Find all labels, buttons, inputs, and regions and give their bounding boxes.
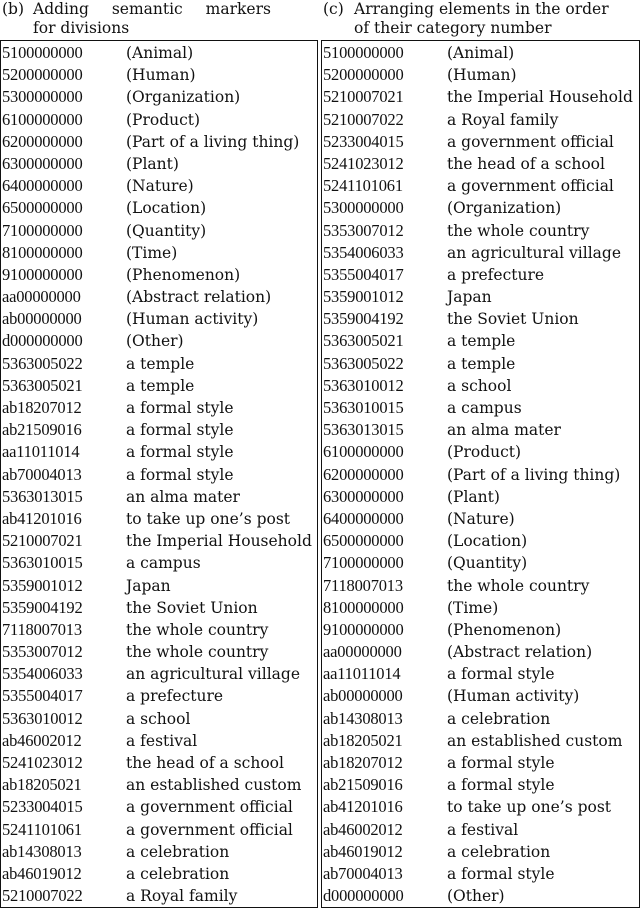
category-code: ab18207012 (323, 753, 403, 772)
table-row (322, 419, 639, 441)
category-code: aa00000000 (323, 642, 402, 662)
table-row (1, 42, 317, 64)
table-row (1, 575, 317, 597)
word-label: the head of a school (447, 154, 605, 173)
table-row (322, 42, 639, 64)
word-label: a formal style (447, 754, 555, 772)
table-row (322, 353, 639, 375)
word-label: (Nature) (447, 509, 515, 528)
word-label: a temple (447, 332, 516, 351)
category-code: 5363010015 (2, 553, 83, 573)
word-label: the Imperial Household (447, 88, 633, 107)
table-row (322, 175, 639, 197)
word-label: an alma mater (447, 421, 561, 440)
word-label: (Organization) (447, 199, 562, 218)
panel-b-semantic-markers (0, 0, 318, 906)
category-code: 6200000000 (323, 464, 404, 484)
caption-line-2: of their category number (354, 19, 552, 37)
caption-line-1: Arranging elements in the order (354, 0, 609, 18)
category-code: 5363005022 (2, 353, 83, 373)
category-code: ab21509016 (323, 775, 403, 795)
table-row (1, 197, 317, 219)
table-row (322, 153, 639, 175)
word-label: (Phenomenon) (126, 265, 241, 284)
table-row (1, 841, 317, 863)
word-label: to take up one’s post (447, 798, 612, 817)
table-row (322, 375, 639, 397)
table-row (1, 220, 317, 242)
word-label: (Nature) (126, 177, 194, 196)
word-label: a celebration (126, 864, 230, 883)
word-label: (Plant) (126, 154, 179, 173)
category-code: 6100000000 (2, 109, 83, 129)
category-code: 5363013015 (323, 420, 404, 440)
table-row (322, 330, 639, 352)
table-row (1, 175, 317, 197)
word-label: (Product) (126, 110, 201, 129)
word-label: the whole country (447, 221, 590, 240)
category-code: ab46002012 (2, 730, 82, 750)
category-code: 5100000000 (323, 43, 404, 62)
category-code: 7100000000 (2, 220, 83, 240)
word-label: a prefecture (447, 265, 545, 284)
table-row (1, 530, 317, 552)
word-label: a celebration (447, 709, 551, 728)
caption-line-1: Adding semantic markers (33, 0, 271, 18)
word-label: a temple (126, 376, 195, 395)
category-code: 5210007021 (2, 531, 83, 551)
table-row (322, 308, 639, 330)
word-label: (Part of a living thing) (447, 465, 621, 484)
table-row (322, 530, 639, 552)
word-label: a festival (126, 731, 198, 750)
category-code: 6300000000 (323, 486, 404, 506)
word-label: the whole country (447, 576, 590, 595)
category-code: 5241101061 (2, 819, 82, 839)
word-label: a formal style (447, 864, 555, 883)
table-row (1, 419, 317, 441)
table-row (1, 64, 317, 86)
word-label: (Animal) (126, 44, 194, 62)
table-row (322, 863, 639, 885)
category-code: 8100000000 (323, 597, 404, 617)
table-row (322, 663, 639, 685)
category-code: 5355004017 (2, 686, 83, 706)
panel-label: (c) (323, 0, 344, 18)
table-row (1, 264, 317, 286)
word-label: the Soviet Union (447, 310, 579, 329)
table-row (322, 796, 639, 818)
table-row (322, 441, 639, 463)
word-label: a campus (126, 554, 201, 573)
category-code: 7100000000 (323, 553, 404, 573)
word-label: a festival (447, 820, 519, 839)
category-code: 6200000000 (2, 131, 83, 151)
table-row (322, 685, 639, 707)
category-code: 6400000000 (2, 176, 83, 196)
category-code: ab00000000 (2, 309, 82, 329)
category-code: 6500000000 (2, 198, 83, 218)
table-row (1, 375, 317, 397)
code-word-table (0, 40, 318, 908)
category-code: 5353007012 (323, 220, 404, 240)
caption-line-2: for divisions (33, 19, 130, 37)
word-label: a formal style (447, 776, 555, 795)
word-label: (Time) (126, 243, 178, 262)
table-row (322, 464, 639, 486)
category-code: ab46002012 (323, 819, 403, 839)
table-row (1, 552, 317, 574)
panel-c-sorted-by-category (321, 0, 640, 906)
word-label: a formal style (126, 443, 234, 462)
category-code: 5200000000 (323, 65, 404, 85)
category-code: 5359001012 (323, 287, 404, 307)
table-row (1, 153, 317, 175)
category-code: ab70004013 (2, 464, 82, 484)
category-code: ab21509016 (2, 420, 82, 440)
category-code: 5233004015 (2, 797, 83, 817)
word-label: (Human activity) (447, 687, 580, 706)
category-code: 9100000000 (323, 619, 404, 639)
word-label: (Abstract relation) (126, 288, 272, 307)
category-code: ab18205021 (323, 730, 403, 750)
word-label: a temple (126, 354, 195, 373)
word-label: (Quantity) (447, 554, 528, 573)
table-row (322, 486, 639, 508)
category-code: 5363010015 (323, 398, 404, 417)
word-label: a celebration (126, 842, 230, 861)
category-code: 5363005021 (2, 375, 83, 395)
word-label: a government official (447, 132, 614, 151)
category-code: 5210007021 (323, 87, 404, 107)
category-code: 5100000000 (2, 43, 83, 62)
table-row (322, 752, 639, 774)
category-code: ab41201016 (2, 508, 82, 528)
word-label: (Time) (447, 598, 499, 617)
table-row (322, 730, 639, 752)
word-label: (Part of a living thing) (126, 132, 300, 151)
word-label: (Phenomenon) (447, 620, 562, 639)
word-label: the whole country (126, 643, 269, 662)
word-label: an agricultural village (447, 243, 622, 262)
table-row (1, 752, 317, 774)
category-code: 5359004192 (323, 309, 404, 329)
category-code: 5300000000 (2, 87, 83, 107)
category-code: 5363005022 (323, 353, 404, 373)
word-label: the head of a school (126, 754, 284, 772)
table-row (322, 197, 639, 219)
panel-label: (b) (2, 0, 25, 18)
word-label: the whole country (126, 620, 269, 639)
word-label: a Royal family (126, 887, 238, 906)
table-rows (1, 41, 317, 907)
word-label: the Soviet Union (126, 598, 258, 617)
table-row (1, 86, 317, 108)
word-label: the Imperial Household (126, 532, 312, 551)
word-label: (Human activity) (126, 310, 259, 329)
table-row (322, 774, 639, 796)
table-row (322, 286, 639, 308)
panel-caption (0, 0, 318, 40)
table-row (1, 685, 317, 707)
table-row (1, 819, 317, 841)
table-row (1, 597, 317, 619)
table-row (1, 486, 317, 508)
table-row (322, 109, 639, 131)
table-row (1, 464, 317, 486)
table-row (1, 242, 317, 264)
category-code: 8100000000 (2, 242, 83, 262)
word-label: an agricultural village (126, 665, 301, 684)
category-code: 6400000000 (323, 508, 404, 528)
word-label: an alma mater (126, 487, 240, 506)
table-row (322, 708, 639, 730)
table-row (1, 131, 317, 153)
word-label: a government official (447, 177, 614, 196)
category-code: 5354006033 (323, 242, 404, 262)
word-label: a formal style (126, 465, 234, 484)
table-row (322, 819, 639, 841)
category-code: aa11011014 (2, 442, 80, 462)
word-label: a school (447, 376, 512, 395)
word-label: (Location) (447, 532, 528, 551)
table-rows (322, 41, 639, 907)
category-code: 5241101061 (323, 176, 403, 196)
word-label: a Royal family (447, 110, 559, 129)
category-code: 6100000000 (323, 442, 404, 462)
word-label: (Abstract relation) (447, 643, 593, 662)
word-label: (Location) (126, 199, 207, 218)
table-row (1, 863, 317, 885)
table-row (1, 109, 317, 131)
table-row (1, 508, 317, 530)
category-code: 5363013015 (2, 486, 83, 506)
word-label: a prefecture (126, 687, 224, 706)
word-label: a school (126, 709, 191, 728)
category-code: ab18207012 (2, 398, 82, 417)
category-code: ab18205021 (2, 775, 82, 795)
category-code: ab14308013 (2, 841, 82, 861)
word-label: (Other) (126, 332, 184, 351)
table-row (1, 353, 317, 375)
category-code: 7118007013 (323, 575, 403, 595)
category-code: 5359004192 (2, 597, 83, 617)
category-code: 5354006033 (2, 664, 83, 684)
word-label: a formal style (447, 665, 555, 684)
category-code: ab46019012 (2, 863, 82, 883)
category-code: 5359001012 (2, 575, 83, 595)
table-row (322, 885, 639, 907)
table-row (1, 730, 317, 752)
table-row (322, 264, 639, 286)
word-label: a formal style (126, 421, 234, 440)
panel-caption (321, 0, 640, 40)
table-row (322, 220, 639, 242)
word-label: a government official (126, 820, 293, 839)
category-code: 7118007013 (2, 619, 82, 639)
table-row (322, 86, 639, 108)
category-code: 5363010012 (2, 708, 83, 728)
category-code: 5353007012 (2, 642, 83, 662)
word-label: a government official (126, 798, 293, 817)
table-row (322, 64, 639, 86)
word-label: (Human) (447, 66, 517, 85)
table-row (1, 796, 317, 818)
category-code: 5355004017 (323, 264, 404, 284)
category-code: ab41201016 (323, 797, 403, 817)
category-code: 5210007022 (2, 886, 83, 906)
category-code: aa11011014 (323, 664, 401, 684)
word-label: a formal style (126, 399, 234, 417)
category-code: ab00000000 (323, 686, 403, 706)
word-label: Japan (126, 576, 171, 595)
category-code: ab46019012 (323, 841, 403, 861)
category-code: aa00000000 (2, 287, 81, 307)
category-code: 5210007022 (323, 109, 404, 129)
category-code: 5300000000 (323, 198, 404, 218)
category-code: 5200000000 (2, 65, 83, 85)
table-row (1, 708, 317, 730)
category-code: 6300000000 (2, 153, 83, 173)
word-label: an established custom (447, 731, 623, 750)
table-row (322, 641, 639, 663)
table-row (322, 841, 639, 863)
category-code: ab14308013 (323, 708, 403, 728)
category-code: 5363010012 (323, 375, 404, 395)
word-label: (Quantity) (126, 221, 207, 240)
category-code: d000000000 (2, 331, 83, 351)
code-word-table (321, 40, 640, 908)
table-row (1, 397, 317, 419)
table-row (322, 242, 639, 264)
category-code: 5241023012 (2, 753, 83, 772)
table-row (1, 663, 317, 685)
table-row (322, 131, 639, 153)
table-row (1, 441, 317, 463)
word-label: (Other) (447, 887, 505, 906)
word-label: a temple (447, 354, 516, 373)
table-row (322, 575, 639, 597)
table-row (1, 885, 317, 907)
category-code: 9100000000 (2, 264, 83, 284)
table-row (1, 641, 317, 663)
word-label: Japan (447, 288, 492, 307)
table-row (1, 619, 317, 641)
table-row (1, 774, 317, 796)
category-code: ab70004013 (323, 863, 403, 883)
word-label: (Product) (447, 443, 522, 462)
table-row (1, 308, 317, 330)
table-row (322, 619, 639, 641)
category-code: 6500000000 (323, 531, 404, 551)
category-code: 5241023012 (323, 153, 404, 173)
word-label: to take up one’s post (126, 509, 291, 528)
table-row (1, 286, 317, 308)
word-label: a celebration (447, 842, 551, 861)
table-row (322, 397, 639, 419)
table-row (322, 552, 639, 574)
word-label: (Animal) (447, 44, 515, 62)
word-label: a campus (447, 399, 522, 417)
category-code: 5363005021 (323, 331, 404, 351)
word-label: (Plant) (447, 487, 500, 506)
category-code: d000000000 (323, 886, 404, 906)
word-label: (Human) (126, 66, 196, 85)
table-row (322, 597, 639, 619)
table-row (322, 508, 639, 530)
word-label: an established custom (126, 776, 302, 795)
category-code: 5233004015 (323, 131, 404, 151)
word-label: (Organization) (126, 88, 241, 107)
table-row (1, 330, 317, 352)
